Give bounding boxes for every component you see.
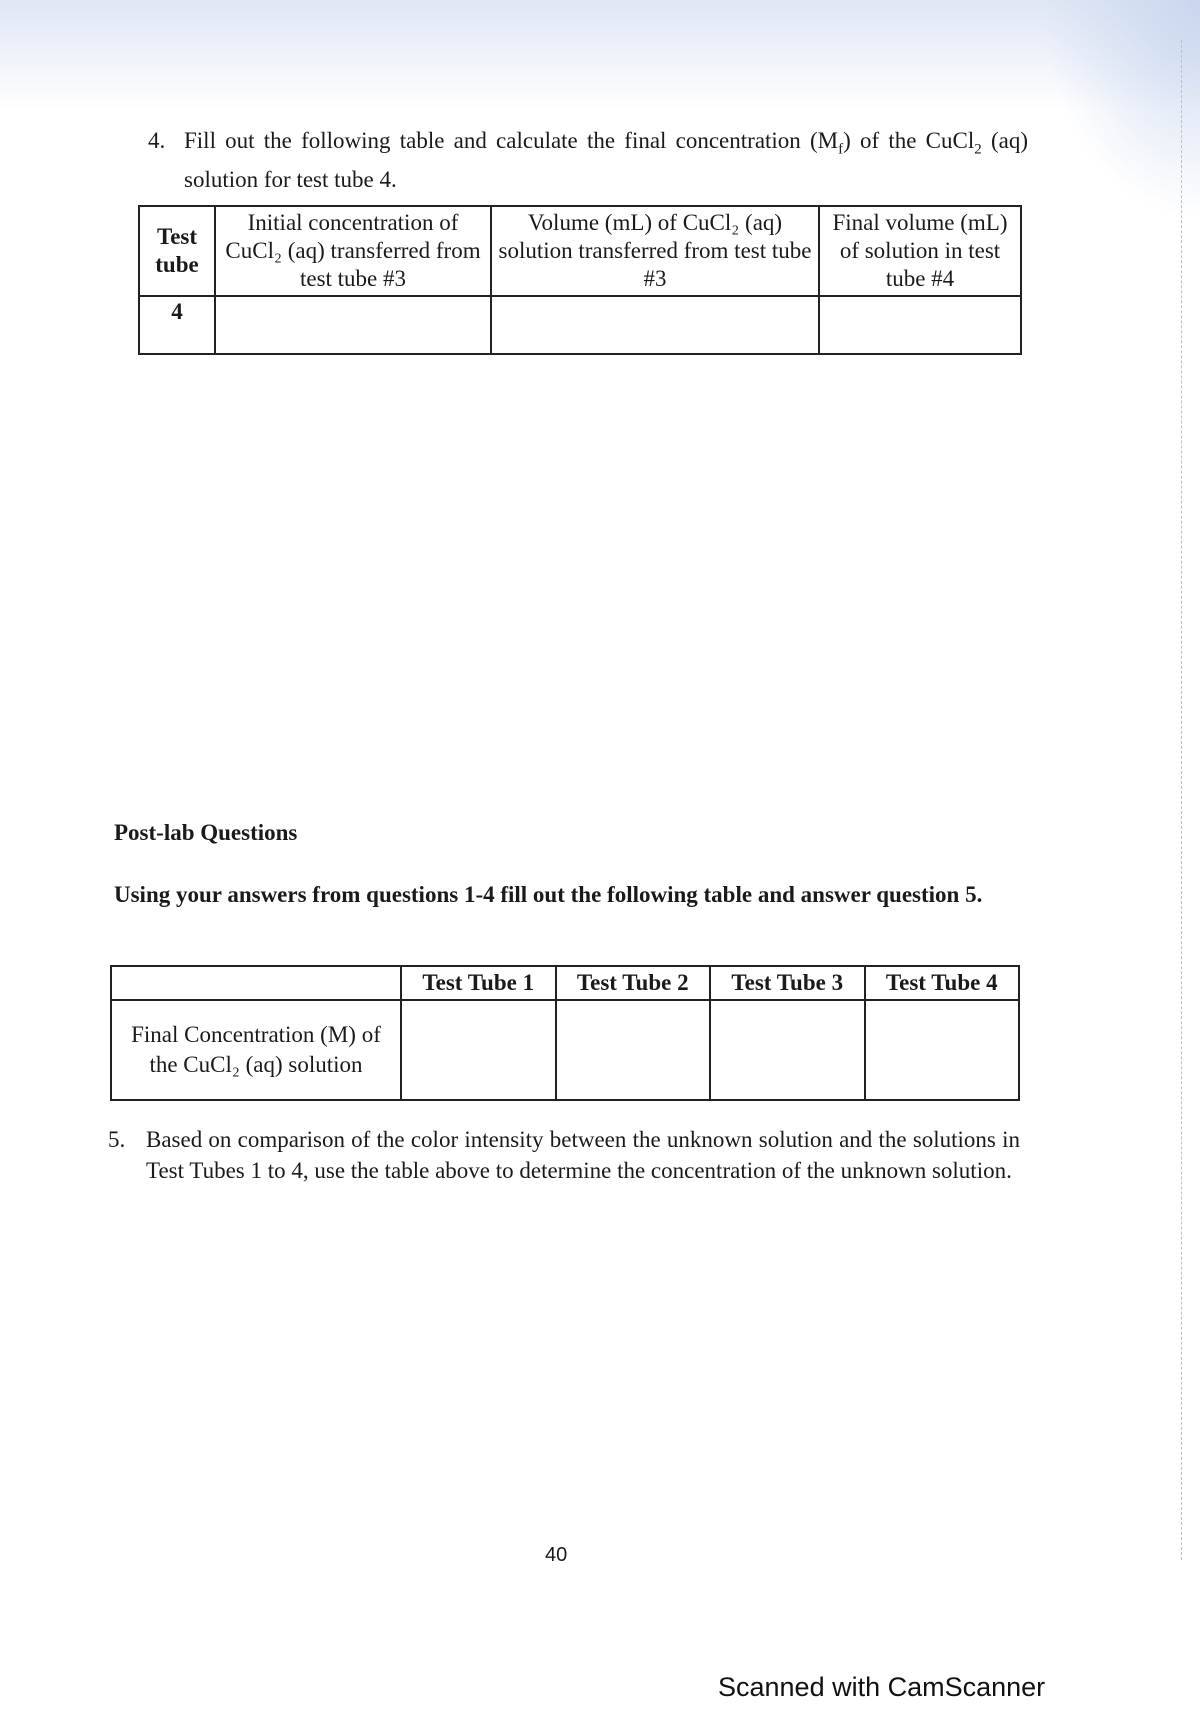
question-4-text-part1: Fill out the following table and calculate the final concentration (M	[184, 128, 839, 153]
cell-test-tube-1[interactable]	[401, 1000, 556, 1100]
table-row	[139, 296, 1021, 354]
cell-test-tube-4[interactable]	[865, 1000, 1020, 1100]
table-row	[111, 1000, 1019, 1100]
question-5	[108, 1124, 1020, 1186]
row-label-final-concentration: Final Concentration (M) of the CuCl₂ (aq) solution	[111, 1000, 401, 1100]
camscanner-watermark: Scanned with CamScanner	[718, 1672, 1046, 1702]
cell-test-tube-3[interactable]	[710, 1000, 865, 1100]
question-5-number: 5.	[108, 1127, 126, 1152]
question-4-text	[184, 126, 1028, 195]
test-tube-4-table	[138, 205, 1022, 355]
question-4	[148, 126, 1028, 195]
header-initial-concentration: Initial concentration of CuCl₂ (aq) transferred from test tube #3	[215, 206, 491, 296]
question-4-text-part2: ) of the CuCl	[843, 128, 975, 153]
postlab-instruction: Using your answers from questions 1-4 fill out the following table and answer question 5.	[114, 882, 983, 907]
header-test-tube-4: Test Tube 4	[865, 966, 1020, 1000]
header-volume-transferred: Volume (mL) of CuCl₂ (aq) solution transferred from test tube #3	[491, 206, 819, 296]
question-5-text: Based on comparison of the color intensity between the unknown solution and the solutions in Test Tubes 1 to 4, use the table above to determine the concentration of the unknown solution.	[146, 1127, 1020, 1183]
cell-volume-transferred[interactable]	[491, 296, 819, 354]
question-4-sub-f: f	[838, 141, 844, 158]
header-final-volume: Final volume (mL) of solution in test tube #4	[819, 206, 1021, 296]
header-test-tube: Test tube	[139, 206, 215, 296]
cell-final-volume[interactable]	[819, 296, 1021, 354]
header-test-tube-1: Test Tube 1	[401, 966, 556, 1000]
cell-test-tube: 4	[139, 296, 215, 354]
table-header-row	[111, 966, 1019, 1000]
final-concentration-table	[110, 965, 1020, 1101]
cell-test-tube-2[interactable]	[556, 1000, 711, 1100]
question-4-text-part3: (aq) solution for test tube 4.	[184, 128, 1029, 192]
table-header-row	[139, 206, 1021, 296]
header-test-tube-2: Test Tube 2	[556, 966, 711, 1000]
cell-initial-concentration[interactable]	[215, 296, 491, 354]
question-4-number: 4.	[148, 128, 166, 153]
header-blank	[111, 966, 401, 1000]
question-4-sub-2: 2	[974, 141, 982, 158]
page-number: 40	[545, 1544, 568, 1566]
header-test-tube-3: Test Tube 3	[710, 966, 865, 1000]
postlab-title: Post-lab Questions	[114, 820, 298, 845]
